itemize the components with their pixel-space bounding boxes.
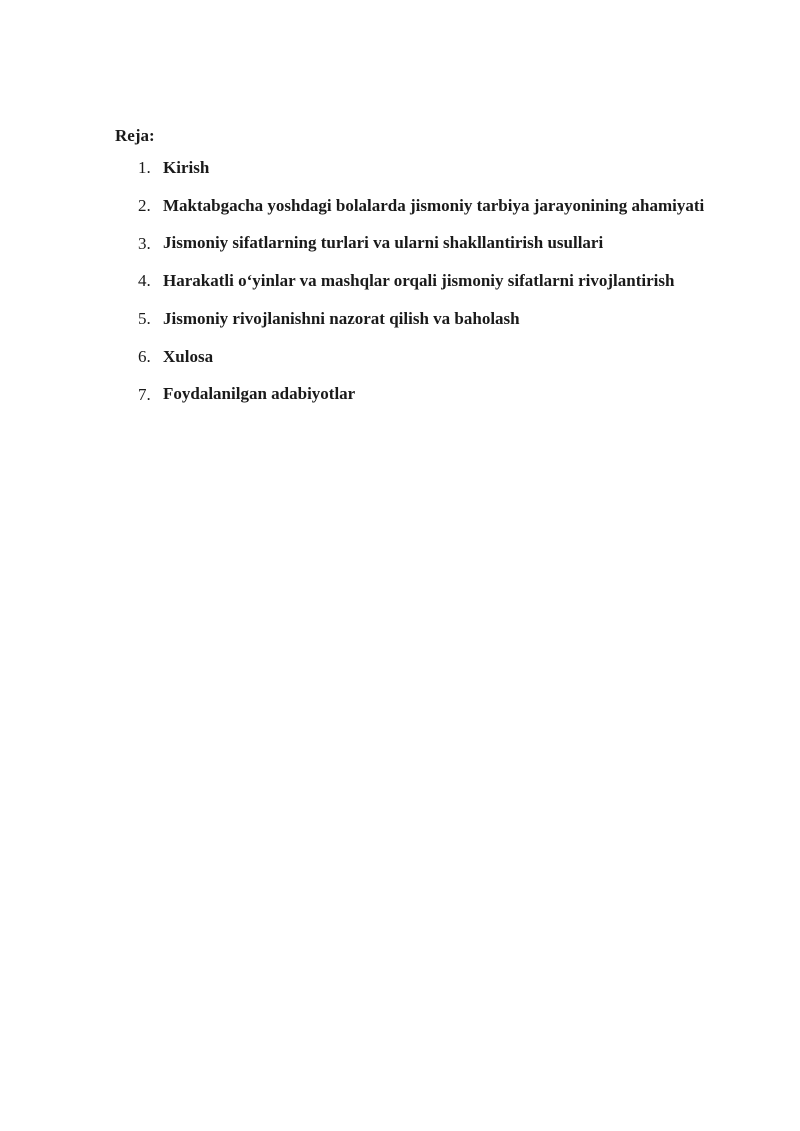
list-item-text: Kirish bbox=[163, 157, 210, 177]
list-item-number: 4. bbox=[138, 271, 151, 291]
list-item-text: Harakatli o‘yinlar va mashqlar orqali jismoniy sifatlarni rivojlantirish bbox=[163, 271, 675, 290]
plan-heading: Reja: bbox=[115, 126, 155, 145]
list-item-text: Foydalanilgan adabiyotlar bbox=[163, 384, 356, 404]
list-item-text: Xulosa bbox=[163, 346, 214, 366]
list-item-number: 6. bbox=[138, 346, 151, 366]
list-item bbox=[115, 195, 743, 222]
list-item bbox=[115, 384, 743, 411]
list-item bbox=[115, 270, 743, 297]
list-item-text: Maktabgacha yoshdagi bolalarda jismoniy tarbiya jarayonining ahamiyati bbox=[163, 195, 705, 215]
list-item-number: 1. bbox=[138, 158, 151, 177]
list-item-text: Jismoniy sifatlarning turlari va ularni shakllantirish usullari bbox=[163, 233, 604, 253]
list-item-number: 7. bbox=[138, 384, 151, 404]
list-item bbox=[115, 346, 743, 373]
list-item bbox=[115, 308, 743, 335]
list-item-number: 2. bbox=[138, 195, 151, 215]
list-item-number: 5. bbox=[138, 309, 151, 328]
list-item-text: Jismoniy rivojlanishni nazorat qilish va baholash bbox=[163, 308, 520, 328]
list-item bbox=[115, 157, 743, 184]
list-item bbox=[115, 233, 743, 260]
list-item-number: 3. bbox=[138, 233, 151, 253]
plan-list bbox=[115, 157, 743, 421]
